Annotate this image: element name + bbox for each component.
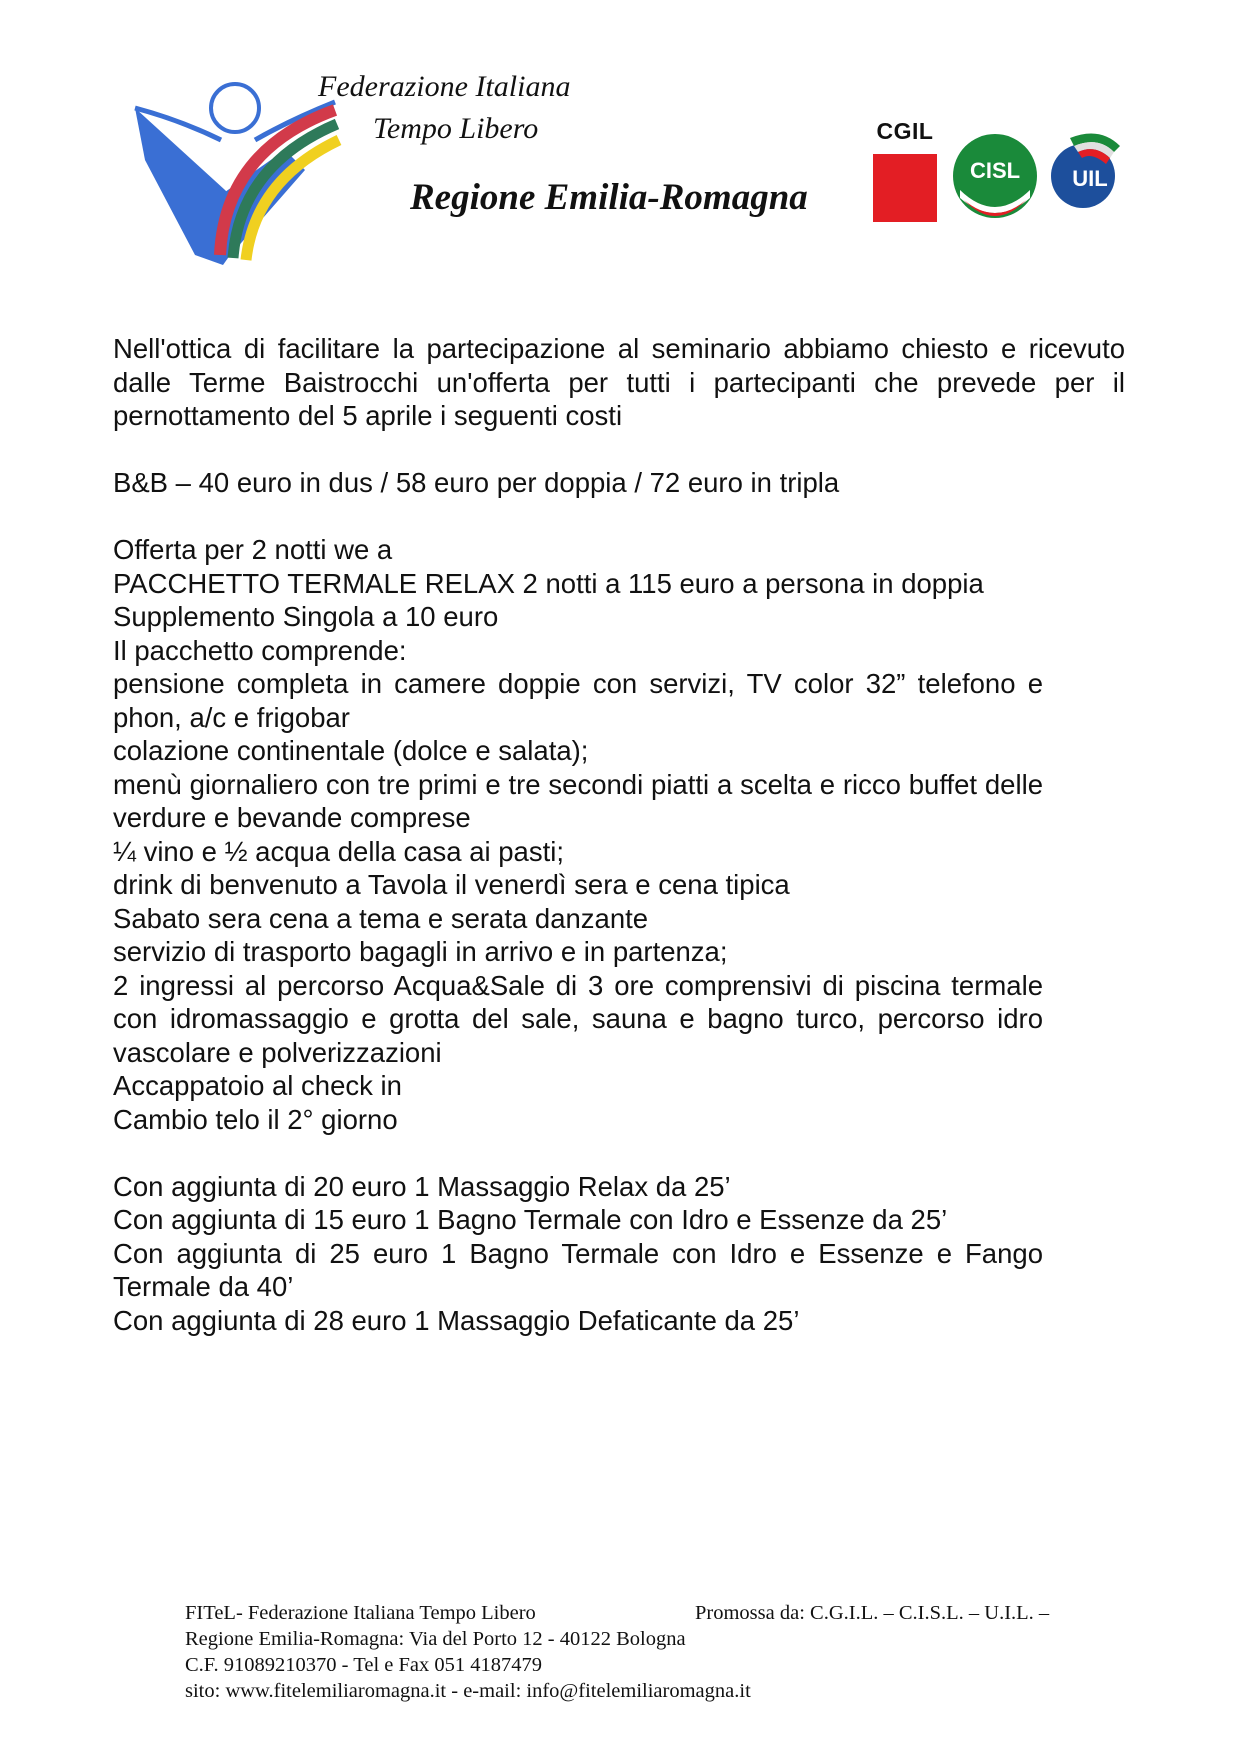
offer-line: Offerta per 2 notti we a (113, 534, 393, 565)
offer-line: Il pacchetto comprende: (113, 634, 407, 666)
extras-list (113, 1170, 1043, 1338)
footer-tax-phone: C.F. 91089210370 - Tel e Fax 051 4187479 (185, 1654, 542, 1676)
offer-line: Cambio telo il 2° giorno (113, 1103, 398, 1135)
org-name-line1: Federazione Italiana (318, 70, 571, 103)
footer-row-1 (185, 1600, 1145, 1626)
uil-logo-text: UIL (1072, 166, 1108, 191)
bnb-prices: B&B – 40 euro in dus / 58 euro per doppia / 72 euro in tripla (113, 467, 840, 498)
extra-line: Con aggiunta di 20 euro 1 Massaggio Relax da 25’ (113, 1170, 731, 1202)
extra-line: Con aggiunta di 15 euro 1 Bagno Termale con Idro e Essenze da 25’ (113, 1204, 948, 1235)
uil-logo-icon (1040, 126, 1126, 216)
footer-promo: Promossa da: C.G.I.L. – C.I.S.L. – U.I.L. – (695, 1602, 1050, 1624)
footer (185, 1600, 1145, 1704)
offer-line: drink di benvenuto a Tavola il venerdì sera e cena tipica (113, 869, 790, 900)
footer-address: Regione Emilia-Romagna: Via del Porto 12 - 40122 Bologna (185, 1628, 686, 1650)
offer-line: 2 ingressi al percorso Acqua&Sale di 3 ore comprensivi di piscina termale con idromassaggio e grotta del sale, sauna e bagno turco, percorso idro vascolare e polverizzazioni (113, 969, 1043, 1068)
package-description (113, 533, 1043, 1136)
offer-line: Supplemento Singola a 10 euro (113, 601, 499, 632)
offer-line: Sabato sera cena a tema e serata danzante (113, 902, 649, 934)
offer-line: menù giornaliero con tre primi e tre secondi piatti a scelta e ricco buffet delle verdure e bevande comprese (113, 768, 1043, 833)
footer-web-email[interactable]: sito: www.fitelemiliaromagna.it - e-mail: info@fitelemiliaromagna.it (185, 1680, 751, 1702)
cisl-logo-icon (950, 128, 1040, 224)
fitel-logo-icon (125, 80, 355, 270)
extra-line: Con aggiunta di 25 euro 1 Bagno Termale con Idro e Essenze e Fango Termale da 40’ (113, 1237, 1043, 1302)
org-name-line2: Tempo Libero (373, 112, 539, 145)
intro-paragraph: Nell'ottica di facilitare la partecipazione al seminario abbiamo chiesto e ricevuto dalle Terme Baistrocchi un'offerta per tutti i partecipanti che prevede per il pernottamento del 5 aprile i seguenti costi (113, 333, 1125, 431)
letterhead (0, 0, 1240, 300)
extra-line: Con aggiunta di 28 euro 1 Massaggio Defaticante da 25’ (113, 1304, 800, 1336)
cgil-logo-text: CGIL (876, 118, 934, 144)
cisl-logo-text: CISL (969, 158, 1021, 183)
offer-line: servizio di trasporto bagagli in arrivo e in partenza; (113, 936, 728, 967)
cgil-red-square (873, 154, 937, 222)
offer-line: PACCHETTO TERMALE RELAX 2 notti a 115 euro a persona in doppia (113, 567, 984, 599)
offer-line: pensione completa in camere doppie con servizi, TV color 32” telefono e phon, a/c e frigobar (113, 668, 1043, 733)
offer-line: colazione continentale (dolce e salata); (113, 735, 589, 766)
offer-line: ¼ vino e ½ acqua della casa ai pasti; (113, 835, 564, 867)
document-body (113, 332, 1125, 1337)
cgil-logo-icon (870, 118, 940, 224)
union-logos (870, 110, 1130, 220)
footer-org: FITeL- Federazione Italiana Tempo Libero (185, 1602, 536, 1624)
region-title: Regione Emilia-Romagna (410, 177, 808, 218)
offer-line: Accappatoio al check in (113, 1070, 402, 1101)
